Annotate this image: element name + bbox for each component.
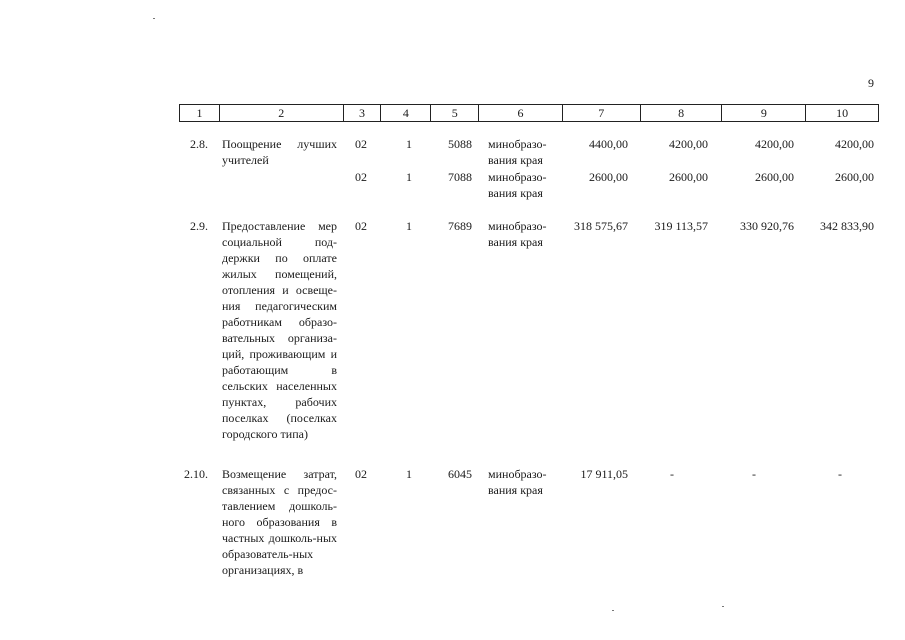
cell-agency: минобразо-вания края [488,219,547,249]
column-header: 1 [180,105,220,121]
scan-speck [153,18,155,19]
cell-value-9: - [752,467,756,481]
row-name: Поощрение лучших учителей [222,137,337,167]
cell-agency: минобразо-вания края [488,467,547,497]
cell-agency: минобразо-вания края [488,170,547,200]
cell-code: 6045 [448,467,472,481]
cell-section: 02 [355,170,367,184]
cell-value-10: - [838,467,842,481]
cell-code: 7088 [448,170,472,184]
row-name: Предоставление мер социальной под-держки по оплате жилых помещений, отопления и освеще-ния педагогическим работникам образо-вательных организа-ций, проживающим и работающим в сельских населенных пунктах, рабочих поселках (поселках городского типа) [222,219,337,441]
scan-speck [722,606,724,607]
column-header: 6 [479,105,563,121]
cell-value-8: 4200,00 [669,137,708,151]
cell-code: 7689 [448,219,472,233]
row-name: Возмещение затрат, связанных с предос-тавлением дошколь-ного образования в частных дошколь-ных образователь-ных организациях, в [222,467,337,577]
column-header: 8 [641,105,723,121]
cell-value-7: 17 911,05 [580,467,628,481]
row-number: 2.10. [184,467,208,481]
column-header: 5 [431,105,479,121]
cell-agency: минобразо-вания края [488,137,547,167]
cell-subsection: 1 [406,170,412,184]
row-number: 2.9. [190,219,208,233]
cell-value-7: 2600,00 [589,170,628,184]
page-number: 9 [868,76,874,90]
cell-value-7: 318 575,67 [574,219,628,233]
column-header: 7 [563,105,641,121]
cell-value-9: 4200,00 [755,137,794,151]
cell-value-8: 319 113,57 [654,219,708,233]
row-number: 2.8. [190,137,208,151]
column-header: 2 [220,105,344,121]
cell-value-10: 4200,00 [835,137,874,151]
column-header: 3 [344,105,382,121]
cell-section: 02 [355,137,367,151]
cell-section: 02 [355,219,367,233]
cell-subsection: 1 [406,137,412,151]
column-header: 9 [722,105,806,121]
table-header [179,104,879,122]
cell-code: 5088 [448,137,472,151]
cell-value-10: 2600,00 [835,170,874,184]
cell-value-9: 330 920,76 [740,219,794,233]
column-header: 10 [836,106,849,120]
cell-section: 02 [355,467,367,481]
cell-value-10: 342 833,90 [820,219,874,233]
cell-subsection: 1 [406,467,412,481]
cell-value-7: 4400,00 [589,137,628,151]
scan-speck [612,610,614,611]
cell-subsection: 1 [406,219,412,233]
column-header: 4 [381,105,431,121]
cell-value-9: 2600,00 [755,170,794,184]
cell-value-8: - [670,467,674,481]
cell-value-8: 2600,00 [669,170,708,184]
